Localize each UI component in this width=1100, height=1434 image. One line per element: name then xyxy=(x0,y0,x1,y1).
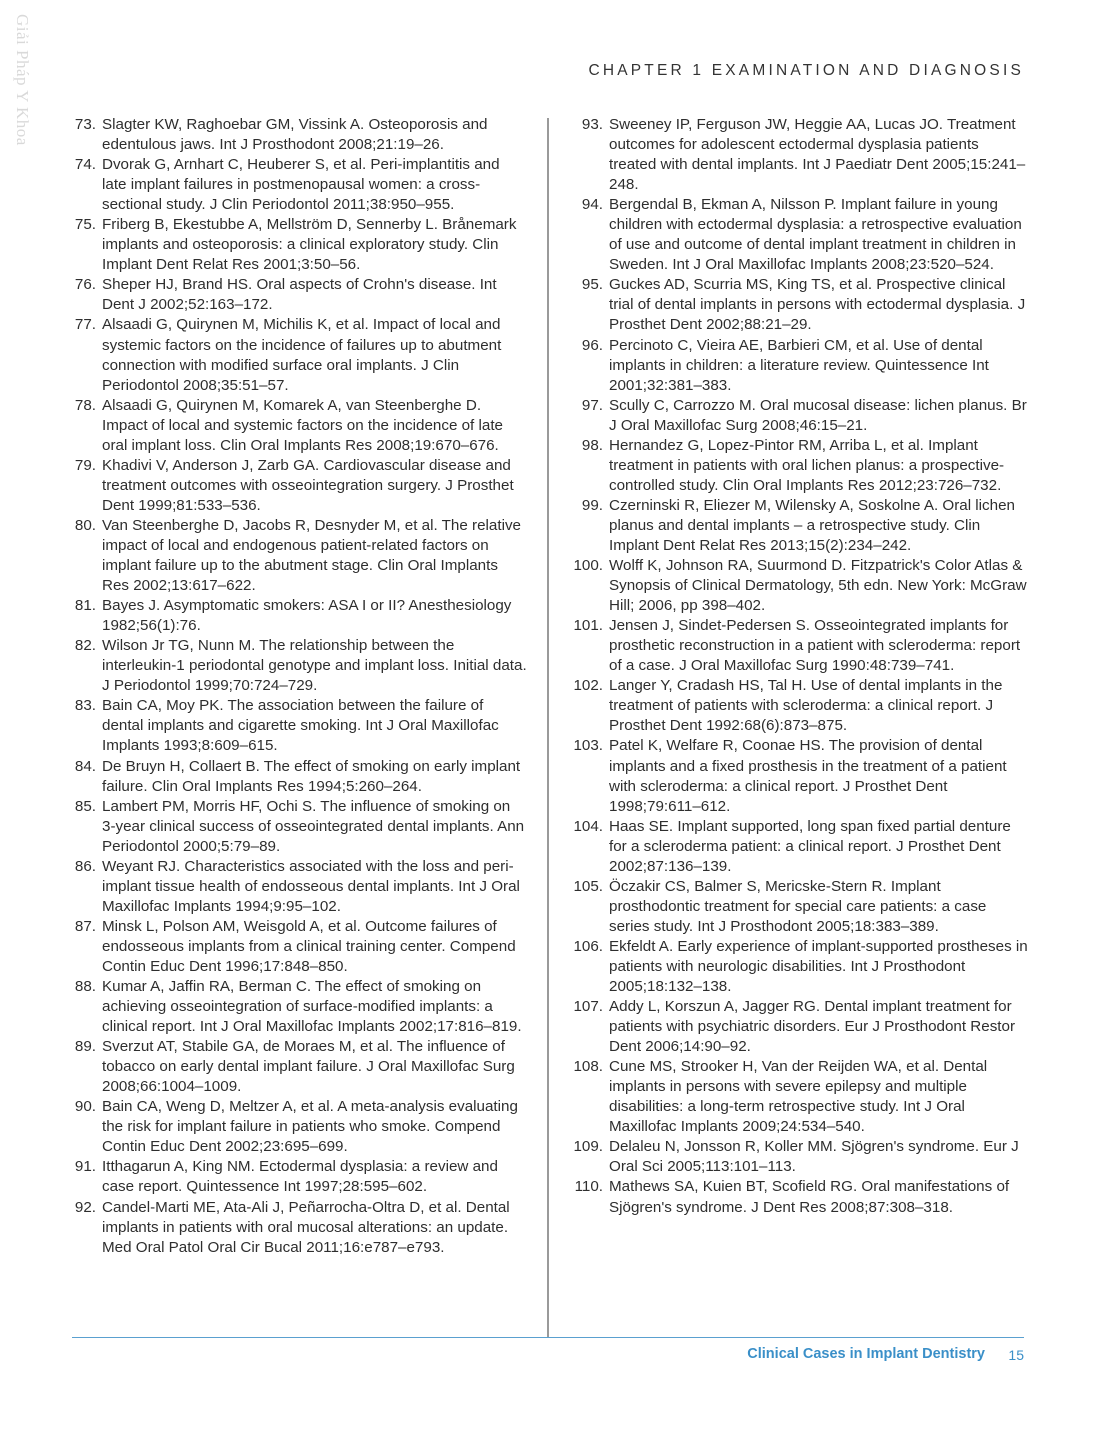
reference-text: Haas SE. Implant supported, long span fixed partial denture for a scleroderma patient: a clinical report. J Prosthet Dent 2002;87:136–139. xyxy=(609,817,1011,875)
reference-item xyxy=(72,1097,527,1157)
reference-text: Friberg B, Ekestubbe A, Mellström D, Sennerby L. Brånemark implants and osteoporosis: a clinical exploratory study. Clin Implant Dent Relat Res 2001;3:50–56. xyxy=(102,216,517,274)
reference-text: Patel K, Welfare R, Coonae HS. The provision of dental implants and a fixed prosthesis in the treatment of a patient with scleroderma: a clinical report. J Prosthet Dent 1998;79:611–612. xyxy=(609,737,1007,815)
reference-number: 85. xyxy=(74,797,96,815)
reference-item xyxy=(72,155,527,215)
reference-item xyxy=(72,797,527,857)
reference-text: Van Steenberghe D, Jacobs R, Desnyder M, et al. The relative impact of local and endogenous patient-related factors on implant failure up to the abutment stage. Clin Oral Implants Res 2002;13:617–622. xyxy=(102,516,521,595)
footer-book-title: Clinical Cases in Implant Dentistry xyxy=(747,1346,985,1362)
reference-text: Delaleu N, Jonsson R, Koller MM. Sjögren's syndrome. Eur J Oral Sci 2005;113:101–113. xyxy=(609,1138,1019,1176)
reference-text: Alsaadi G, Quirynen M, Michilis K, et al. Impact of local and systemic factors on the incidence of failures up to abutment connection with modified surface oral implants. J Clin Periodontol 2008;35:51–57. xyxy=(102,316,502,394)
reference-number: 100. xyxy=(573,557,603,575)
reference-text: Jensen J, Sindet-Pedersen S. Osseointegrated implants for prosthetic reconstruction in a patient with scleroderma: report of a case. J Oral Maxillofac Surg 1990:48:739–741. xyxy=(609,617,1021,675)
reference-item xyxy=(573,275,1028,335)
reference-number: 90. xyxy=(74,1098,96,1116)
reference-text: Ekfeldt A. Early experience of implant-supported prostheses in patients with neurologic disabilities. Int J Prosthodont 2005;18:132–138. xyxy=(609,937,1028,996)
reference-number: 101. xyxy=(573,617,603,635)
reference-text: Khadivi V, Anderson J, Zarb GA. Cardiovascular disease and treatment outcomes with osseointegration surgery. J Prosthet Dent 1999;81:533–536. xyxy=(102,456,514,514)
reference-item xyxy=(72,636,527,696)
reference-number: 95. xyxy=(581,276,603,294)
reference-number: 88. xyxy=(74,978,96,996)
reference-item xyxy=(573,195,1028,275)
reference-text: De Bruyn H, Collaert B. The effect of smoking on early implant failure. Clin Oral Implants Res 1994;5:260–264. xyxy=(102,757,521,795)
reference-number: 102. xyxy=(573,677,603,695)
reference-item xyxy=(573,336,1028,396)
reference-item xyxy=(573,1177,1028,1217)
reference-number: 103. xyxy=(573,737,603,755)
reference-item xyxy=(573,1137,1028,1177)
reference-item xyxy=(573,817,1028,877)
reference-number: 76. xyxy=(74,276,96,294)
reference-item xyxy=(72,315,527,395)
reference-number: 94. xyxy=(581,196,603,214)
reference-number: 93. xyxy=(581,116,603,133)
reference-item xyxy=(573,115,1028,195)
reference-item xyxy=(72,275,527,315)
reference-item xyxy=(72,456,527,516)
reference-number: 78. xyxy=(74,396,96,414)
reference-text: Wilson Jr TG, Nunn M. The relationship between the interleukin-1 periodontal genotype and implant loss. Initial data. J Periodontol 1999;70:724–729. xyxy=(102,637,527,695)
reference-item xyxy=(72,516,527,596)
reference-text: Hernandez G, Lopez-Pintor RM, Arriba L, et al. Implant treatment in patients with oral lichen planus: a prospective-controlled study. Clin Oral Implants Res 2012;23:726–732. xyxy=(609,436,1005,494)
reference-number: 99. xyxy=(581,496,603,514)
reference-number: 84. xyxy=(74,757,96,775)
reference-text: Sweeney IP, Ferguson JW, Heggie AA, Lucas JO. Treatment outcomes for adolescent ectodermal dysplasia patients treated with dental implants. Int J Paediatr Dent 2005;15:241–248. xyxy=(609,116,1026,194)
reference-number: 109. xyxy=(573,1138,603,1156)
reference-item xyxy=(573,997,1028,1057)
reference-number: 87. xyxy=(74,917,96,935)
reference-text: Öczakir CS, Balmer S, Mericske-Stern R. Implant prosthodontic treatment for special care patients: a case series study. Int J Prosthodont 2005;18:383–389. xyxy=(609,877,987,935)
reference-text: Bain CA, Weng D, Meltzer A, et al. A meta-analysis evaluating the risk for implant failure in patients who smoke. Compend Contin Educ Dent 2002;23:695–699. xyxy=(102,1098,518,1156)
reference-number: 89. xyxy=(74,1038,96,1056)
reference-item xyxy=(573,396,1028,436)
reference-item xyxy=(72,1157,527,1197)
reference-text: Alsaadi G, Quirynen M, Komarek A, van Steenberghe D. Impact of local and systemic factors on the incidence of late oral implant loss. Clin Oral Implants Res 2008;19:670–676. xyxy=(102,396,503,454)
watermark-text: Giải Pháp Y Khoa xyxy=(13,14,32,146)
reference-number: 82. xyxy=(74,637,96,655)
reference-list-left xyxy=(72,115,527,1258)
reference-number: 98. xyxy=(581,436,603,454)
reference-number: 104. xyxy=(573,817,603,835)
reference-item xyxy=(573,676,1028,736)
reference-item xyxy=(72,215,527,275)
reference-text: Dvorak G, Arnhart C, Heuberer S, et al. Peri-implantitis and late implant failures in postmenopausal women: a cross-sectional study. J Clin Periodontol 2011;38:950–955. xyxy=(102,156,500,214)
reference-text: Scully C, Carrozzo M. Oral mucosal disease: lichen planus. Br J Oral Maxillofac Surg 2008;46:15–21. xyxy=(609,396,1027,434)
reference-item xyxy=(72,977,527,1037)
reference-item xyxy=(573,1057,1028,1137)
reference-text: Guckes AD, Scurria MS, King TS, et al. Prospective clinical trial of dental implants in persons with ectodermal dysplasia. J Prosthet Dent 2002;88:21–29. xyxy=(609,276,1026,334)
reference-number: 75. xyxy=(74,216,96,234)
reference-text: Lambert PM, Morris HF, Ochi S. The influence of smoking on 3-year clinical success of osseointegrated dental implants. Ann Periodontol 2000;5:79–89. xyxy=(102,797,525,855)
column-divider xyxy=(547,118,549,1338)
reference-item xyxy=(72,115,527,155)
reference-text: Bain CA, Moy PK. The association between the failure of dental implants and cigarette smoking. Int J Oral Maxillofac Implants 1993;8:609–615. xyxy=(102,697,499,755)
reference-item xyxy=(72,696,527,756)
reference-item xyxy=(72,1198,527,1258)
reference-number: 107. xyxy=(573,998,603,1016)
reference-item xyxy=(573,736,1028,816)
reference-number: 97. xyxy=(581,396,603,414)
reference-text: Addy L, Korszun A, Jagger RG. Dental implant treatment for patients with psychiatric disorders. Eur J Prosthodont Restor Dent 2006;14:90–92. xyxy=(609,998,1016,1056)
reference-text: Langer Y, Cradash HS, Tal H. Use of dental implants in the treatment of patients with scleroderma: a clinical report. J Prosthet Dent 1992:68(6):873–875. xyxy=(609,677,1003,735)
reference-number: 110. xyxy=(574,1178,603,1196)
reference-item xyxy=(72,757,527,797)
reference-number: 92. xyxy=(74,1198,96,1216)
reference-text: Czerninski R, Eliezer M, Wilensky A, Soskolne A. Oral lichen planus and dental implants – a retrospective study. Clin Implant Dent Relat Res 2013;15(2):234–242. xyxy=(609,496,1015,554)
reference-number: 91. xyxy=(74,1158,96,1176)
reference-text: Weyant RJ. Characteristics associated with the loss and peri-implant tissue health of endosseous dental implants. Int J Oral Maxillofac Implants 1994;9:95–102. xyxy=(102,857,520,915)
reference-text: Minsk L, Polson AM, Weisgold A, et al. Outcome failures of endosseous implants from a clinical training center. Compend Contin Educ Dent 1996;17:848–850. xyxy=(102,917,516,975)
reference-item xyxy=(573,496,1028,556)
reference-text: Percinoto C, Vieira AE, Barbieri CM, et al. Use of dental implants in children: a literature review. Quintessence Int 2001;32:381–383. xyxy=(609,336,989,394)
reference-number: 96. xyxy=(581,336,603,354)
reference-number: 108. xyxy=(573,1058,603,1076)
reference-item xyxy=(573,556,1028,616)
reference-text: Candel-Marti ME, Ata-Ali J, Peñarrocha-Oltra D, et al. Dental implants in patients with oral mucosal alterations: an update. Med Oral Patol Oral Cir Bucal 2011;16:e787–e793. xyxy=(102,1198,510,1256)
reference-number: 74. xyxy=(74,156,96,174)
reference-number: 73. xyxy=(74,116,96,133)
reference-number: 105. xyxy=(573,877,603,895)
running-header: CHAPTER 1 EXAMINATION AND DIAGNOSIS xyxy=(588,62,1024,79)
reference-item xyxy=(72,396,527,456)
footer-rule xyxy=(72,1337,1024,1338)
reference-item xyxy=(72,857,527,917)
reference-item xyxy=(72,917,527,977)
reference-text: Bayes J. Asymptomatic smokers: ASA I or II? Anesthesiology 1982;56(1):76. xyxy=(102,597,512,635)
reference-text: Sheper HJ, Brand HS. Oral aspects of Crohn's disease. Int Dent J 2002;52:163–172. xyxy=(102,276,497,314)
reference-number: 79. xyxy=(74,456,96,474)
reference-item xyxy=(573,616,1028,676)
reference-number: 86. xyxy=(74,857,96,875)
reference-number: 80. xyxy=(74,516,96,534)
reference-item xyxy=(72,596,527,636)
reference-number: 77. xyxy=(74,316,96,334)
reference-item xyxy=(573,877,1028,937)
reference-text: Mathews SA, Kuien BT, Scofield RG. Oral manifestations of Sjögren's syndrome. J Dent Res 2008;87:308–318. xyxy=(609,1178,1010,1216)
reference-number: 83. xyxy=(74,697,96,715)
reference-list-right xyxy=(573,115,1028,1218)
reference-text: Itthagarun A, King NM. Ectodermal dysplasia: a review and case report. Quintessence Int 1997;28:595–602. xyxy=(102,1158,498,1196)
reference-number: 106. xyxy=(573,937,603,955)
reference-item xyxy=(72,1037,527,1097)
reference-text: Cune MS, Strooker H, Van der Reijden WA, et al. Dental implants in persons with severe epilepsy and multiple disabilities: a long-term retrospective study. Int J Oral Maxillofac Implants 2009;24:534–540. xyxy=(609,1058,988,1136)
reference-item xyxy=(573,937,1028,997)
reference-number: 81. xyxy=(74,597,96,615)
reference-text: Sverzut AT, Stabile GA, de Moraes M, et al. The influence of tobacco on early dental implant failure. J Oral Maxillofac Surg 2008;66:1004–1009. xyxy=(102,1038,515,1096)
reference-text: Bergendal B, Ekman A, Nilsson P. Implant failure in young children with ectodermal dysplasia: a retrospective evaluation of use and outcome of dental implant treatment in children in Sweden. Int J Oral Maxillofac Implants 2008;23:520–524. xyxy=(609,196,1022,274)
reference-item xyxy=(573,436,1028,496)
reference-text: Wolff K, Johnson RA, Suurmond D. Fitzpatrick's Color Atlas & Synopsis of Clinical Dermatology, 5th edn. New York: McGraw Hill; 2006, pp 398–402. xyxy=(609,557,1027,615)
page-number: 15 xyxy=(1008,1347,1024,1363)
reference-text: Kumar A, Jaffin RA, Berman C. The effect of smoking on achieving osseointegration of surface-modified implants: a clinical report. Int J Oral Maxillofac Implants 2002;17:816–819. xyxy=(102,978,522,1036)
reference-text: Slagter KW, Raghoebar GM, Vissink A. Osteoporosis and edentulous jaws. Int J Prosthodont 2008;21:19–26. xyxy=(102,116,488,154)
